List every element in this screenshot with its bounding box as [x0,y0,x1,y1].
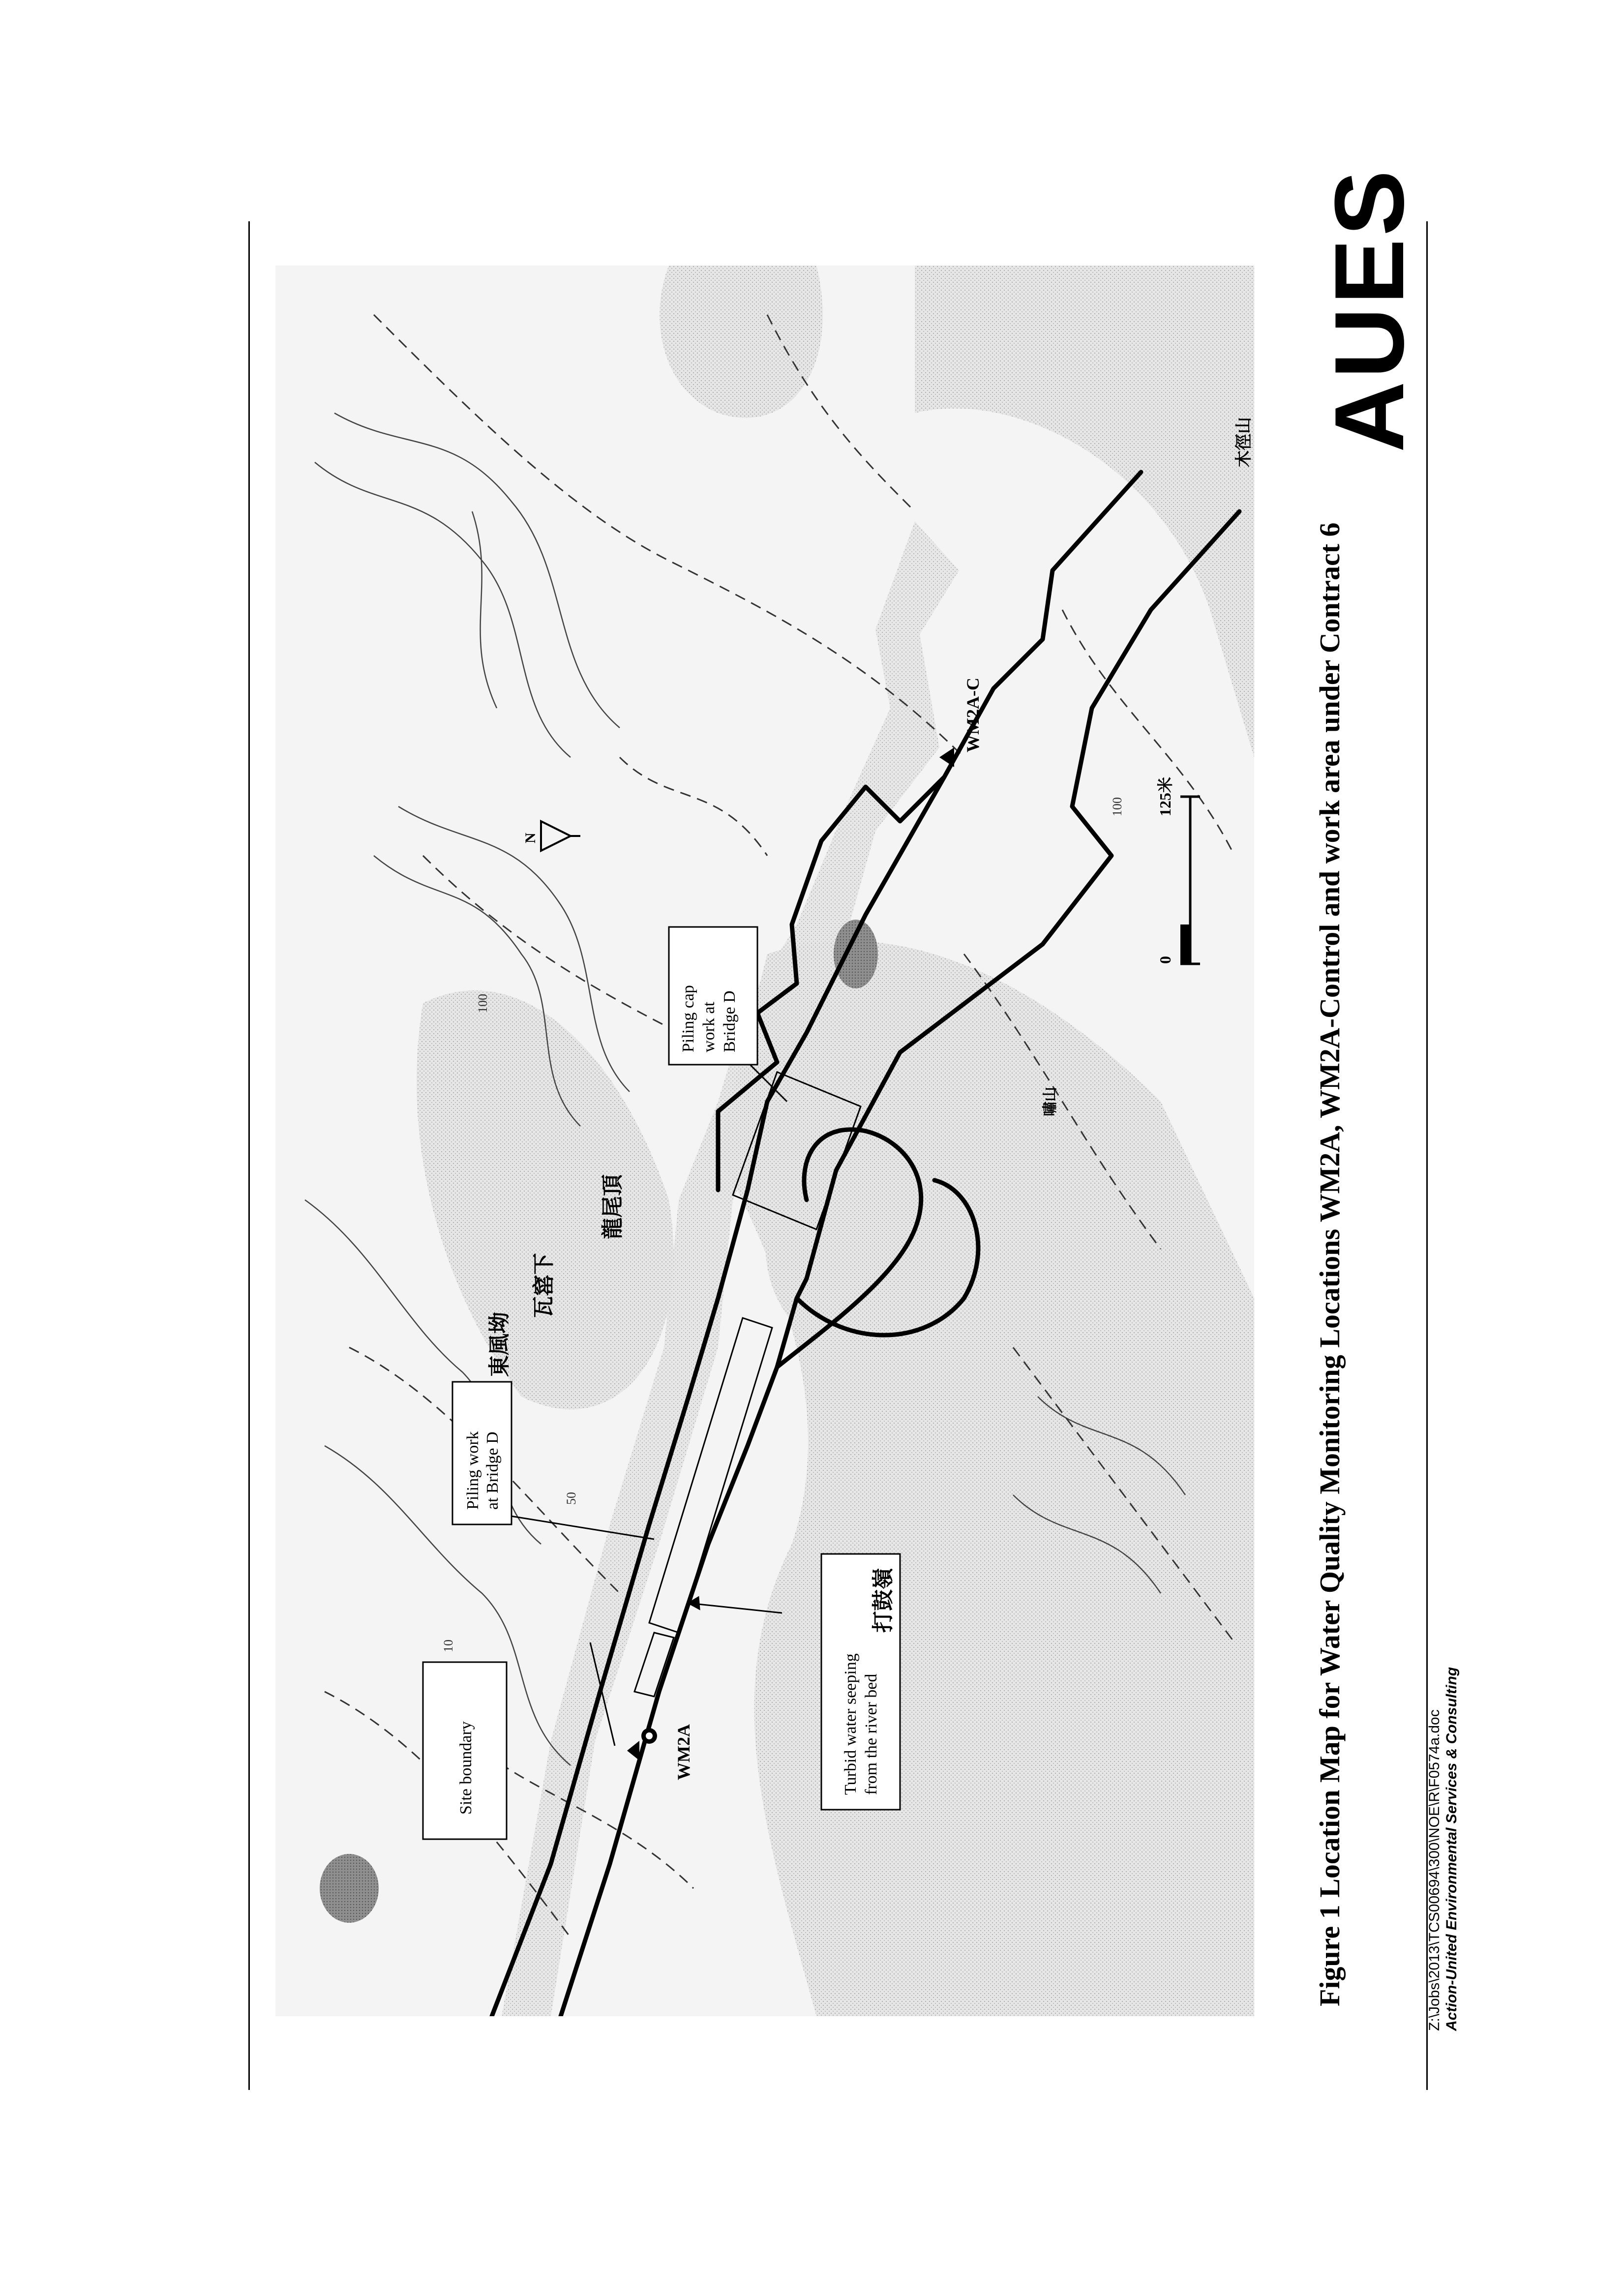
figure-caption: Figure 1 Location Map for Water Quality Monitoring Locations WM2A, WM2A-Control and work area under Contract 6 [1314,522,1346,2006]
piling-work-line2: at Bridge D [483,1431,502,1510]
wm2a-label: WM2A [674,1724,693,1780]
reservoir-area [320,1854,379,1923]
piling-cap-line1: Piling cap [679,985,697,1052]
site-boundary-line1: Site boundary [457,1721,475,1815]
scale-end: 125米 [1156,776,1174,816]
piling-cap-line2: work at [700,1002,718,1052]
contour-label-3: 10 [441,1640,455,1652]
place-lei-shan: 嘯山 [1042,1087,1058,1116]
contour-label-2: 50 [564,1492,578,1505]
contour-label-4: 100 [476,994,490,1013]
piling-cap-line3: Bridge D [721,990,739,1052]
piling-work-box [452,1382,511,1524]
turbid-water-line2: from the river bed [862,1673,880,1795]
scale-zero: 0 [1156,956,1174,964]
turbid-water-line1: Turbid water seeping [842,1653,860,1795]
footer-rule [248,221,250,2090]
company-name: Action-United Environmental Services & Consulting [1444,1667,1460,2031]
piling-work-line1: Piling work [464,1431,482,1510]
location-map [275,266,1254,2016]
file-path: Z:\Jobs\2013\TCS00694\300\NOE\R\F0574a.doc [1426,1709,1443,2031]
wm2a-c-label: WM2A-C [963,678,983,752]
place-dong-feng-ao: 東風坳 [487,1312,511,1377]
place-wa-yao-xia: 瓦窰下 [532,1253,556,1318]
contour-label-1: 100 [1110,797,1124,816]
company-logo: AUES [1315,167,1424,452]
place-fu-wei-ding: 龍尾頂 [601,1174,625,1239]
place-mu-jing-shan: 木徑山 [1235,417,1253,467]
place-da-gu-shu: 打鼓嶺 [871,1568,895,1633]
north-label: N [522,833,539,843]
